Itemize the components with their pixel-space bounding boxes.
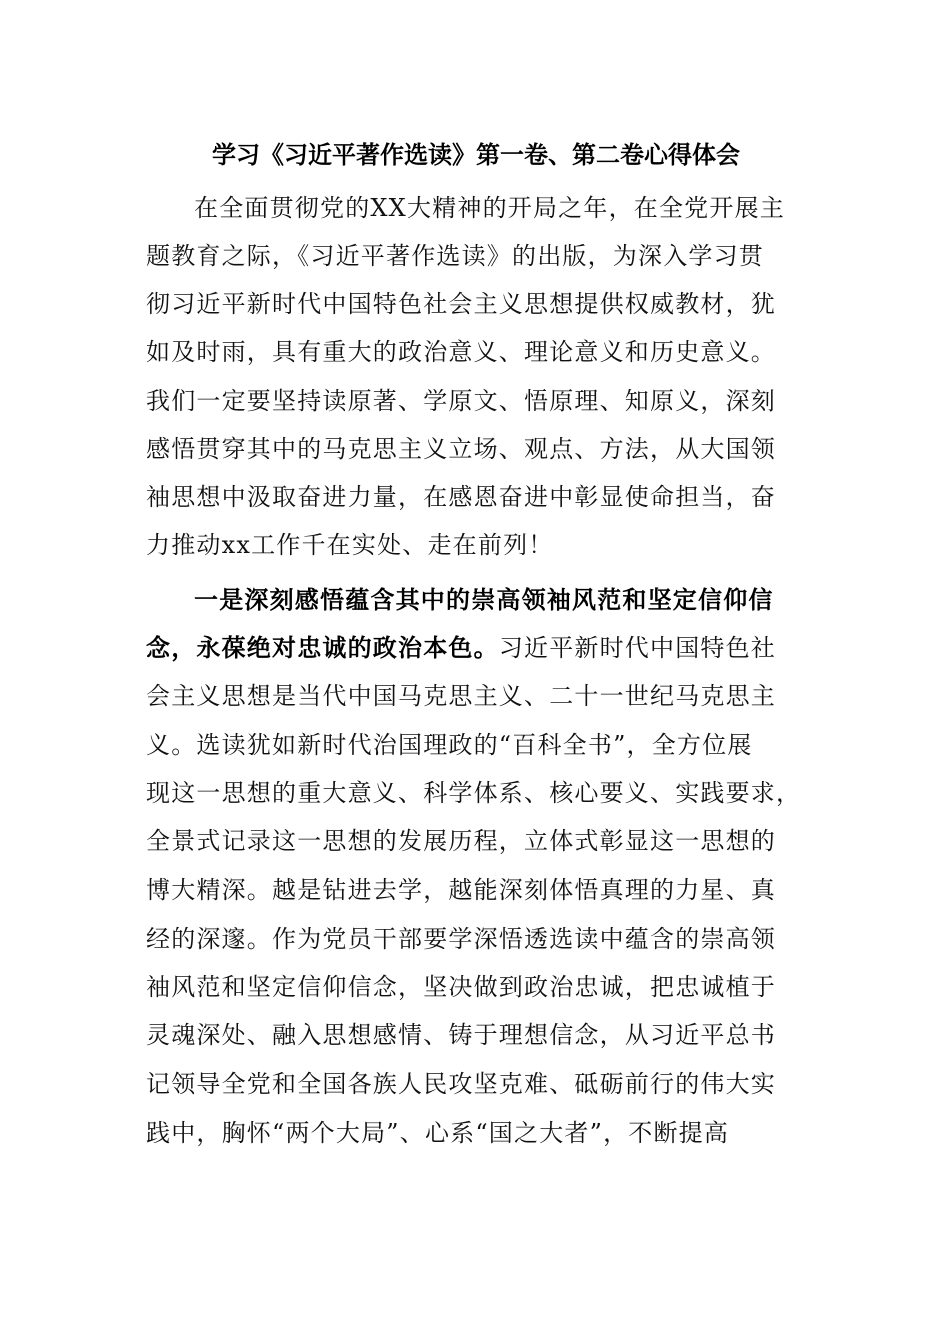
paragraph2-line-9: 记领导全党和全国各族人民攻坚克难、砥砺前行的伟大实 xyxy=(146,1070,776,1098)
paragraph1-line-8: 力推动xx工作千在实处、走在前列！ xyxy=(146,531,554,559)
section-heading-line-2 xyxy=(146,630,776,666)
section-heading-bold-text: 念，永葆绝对忠诚的政治本色。 xyxy=(146,633,499,662)
paragraph2-line-6: 经的深邃。作为党员干部要学深悟透选读中蕴含的崇高领 xyxy=(146,925,776,953)
document-title: 学习《习近平著作选读》第一卷、第二卷心得体会 xyxy=(212,140,740,169)
paragraph1-line-3: 彻习近平新时代中国特色社会主义思想提供权威教材，犹 xyxy=(146,290,776,318)
section-heading-line-1: 一是深刻感悟蕴含其中的崇高领袖风范和坚定信仰信 xyxy=(194,585,774,614)
paragraph2-line-5: 博大精深。越是钻进去学，越能深刻体悟真理的力星、真 xyxy=(146,876,776,904)
paragraph2-line-3: 现这一思想的重大意义、科学体系、核心要义、实践要求， xyxy=(146,779,802,807)
paragraph1-line-4: 如及时雨，具有重大的政治意义、理论意义和历史意义。 xyxy=(146,338,776,366)
paragraph2-line-10: 践中，胸怀“两个大局”、心系“国之大者”，不断提高 xyxy=(146,1119,730,1147)
paragraph1-line-2: 题教育之际，《习近平著作选读》的出版，为深入学习贯 xyxy=(146,242,764,270)
paragraph1-line-7: 袖思想中汲取奋进力量，在感恩奋进中彰显使命担当，奋 xyxy=(146,483,776,511)
paragraph2-line-1: 会主义思想是当代中国马克思主义、二十一世纪马克思主 xyxy=(146,682,776,710)
paragraph2-line-7: 袖风范和坚定信仰信念，坚决做到政治忠诚，把忠诚植于 xyxy=(146,973,776,1001)
section-heading-rest-text: 习近平新时代中国特色社 xyxy=(498,634,777,662)
paragraph1-line-6: 感悟贯穿其中的马克思主义立场、观点、方法，从大国领 xyxy=(146,435,776,463)
paragraph1-line-1: 在全面贯彻党的XX大精神的开局之年，在全党开展主 xyxy=(194,194,785,222)
paragraph2-line-2: 义。选读犹如新时代治国理政的“百科全书”，全方位展 xyxy=(146,731,753,759)
paragraph2-line-4: 全景式记录这一思想的发展历程，立体式彰显这一思想的 xyxy=(146,827,776,855)
paragraph1-line-5: 我们一定要坚持读原著、学原文、悟原理、知原义，深刻 xyxy=(146,387,776,415)
paragraph2-line-8: 灵魂深处、融入思想感情、铸于理想信念，从习近平总书 xyxy=(146,1021,776,1049)
